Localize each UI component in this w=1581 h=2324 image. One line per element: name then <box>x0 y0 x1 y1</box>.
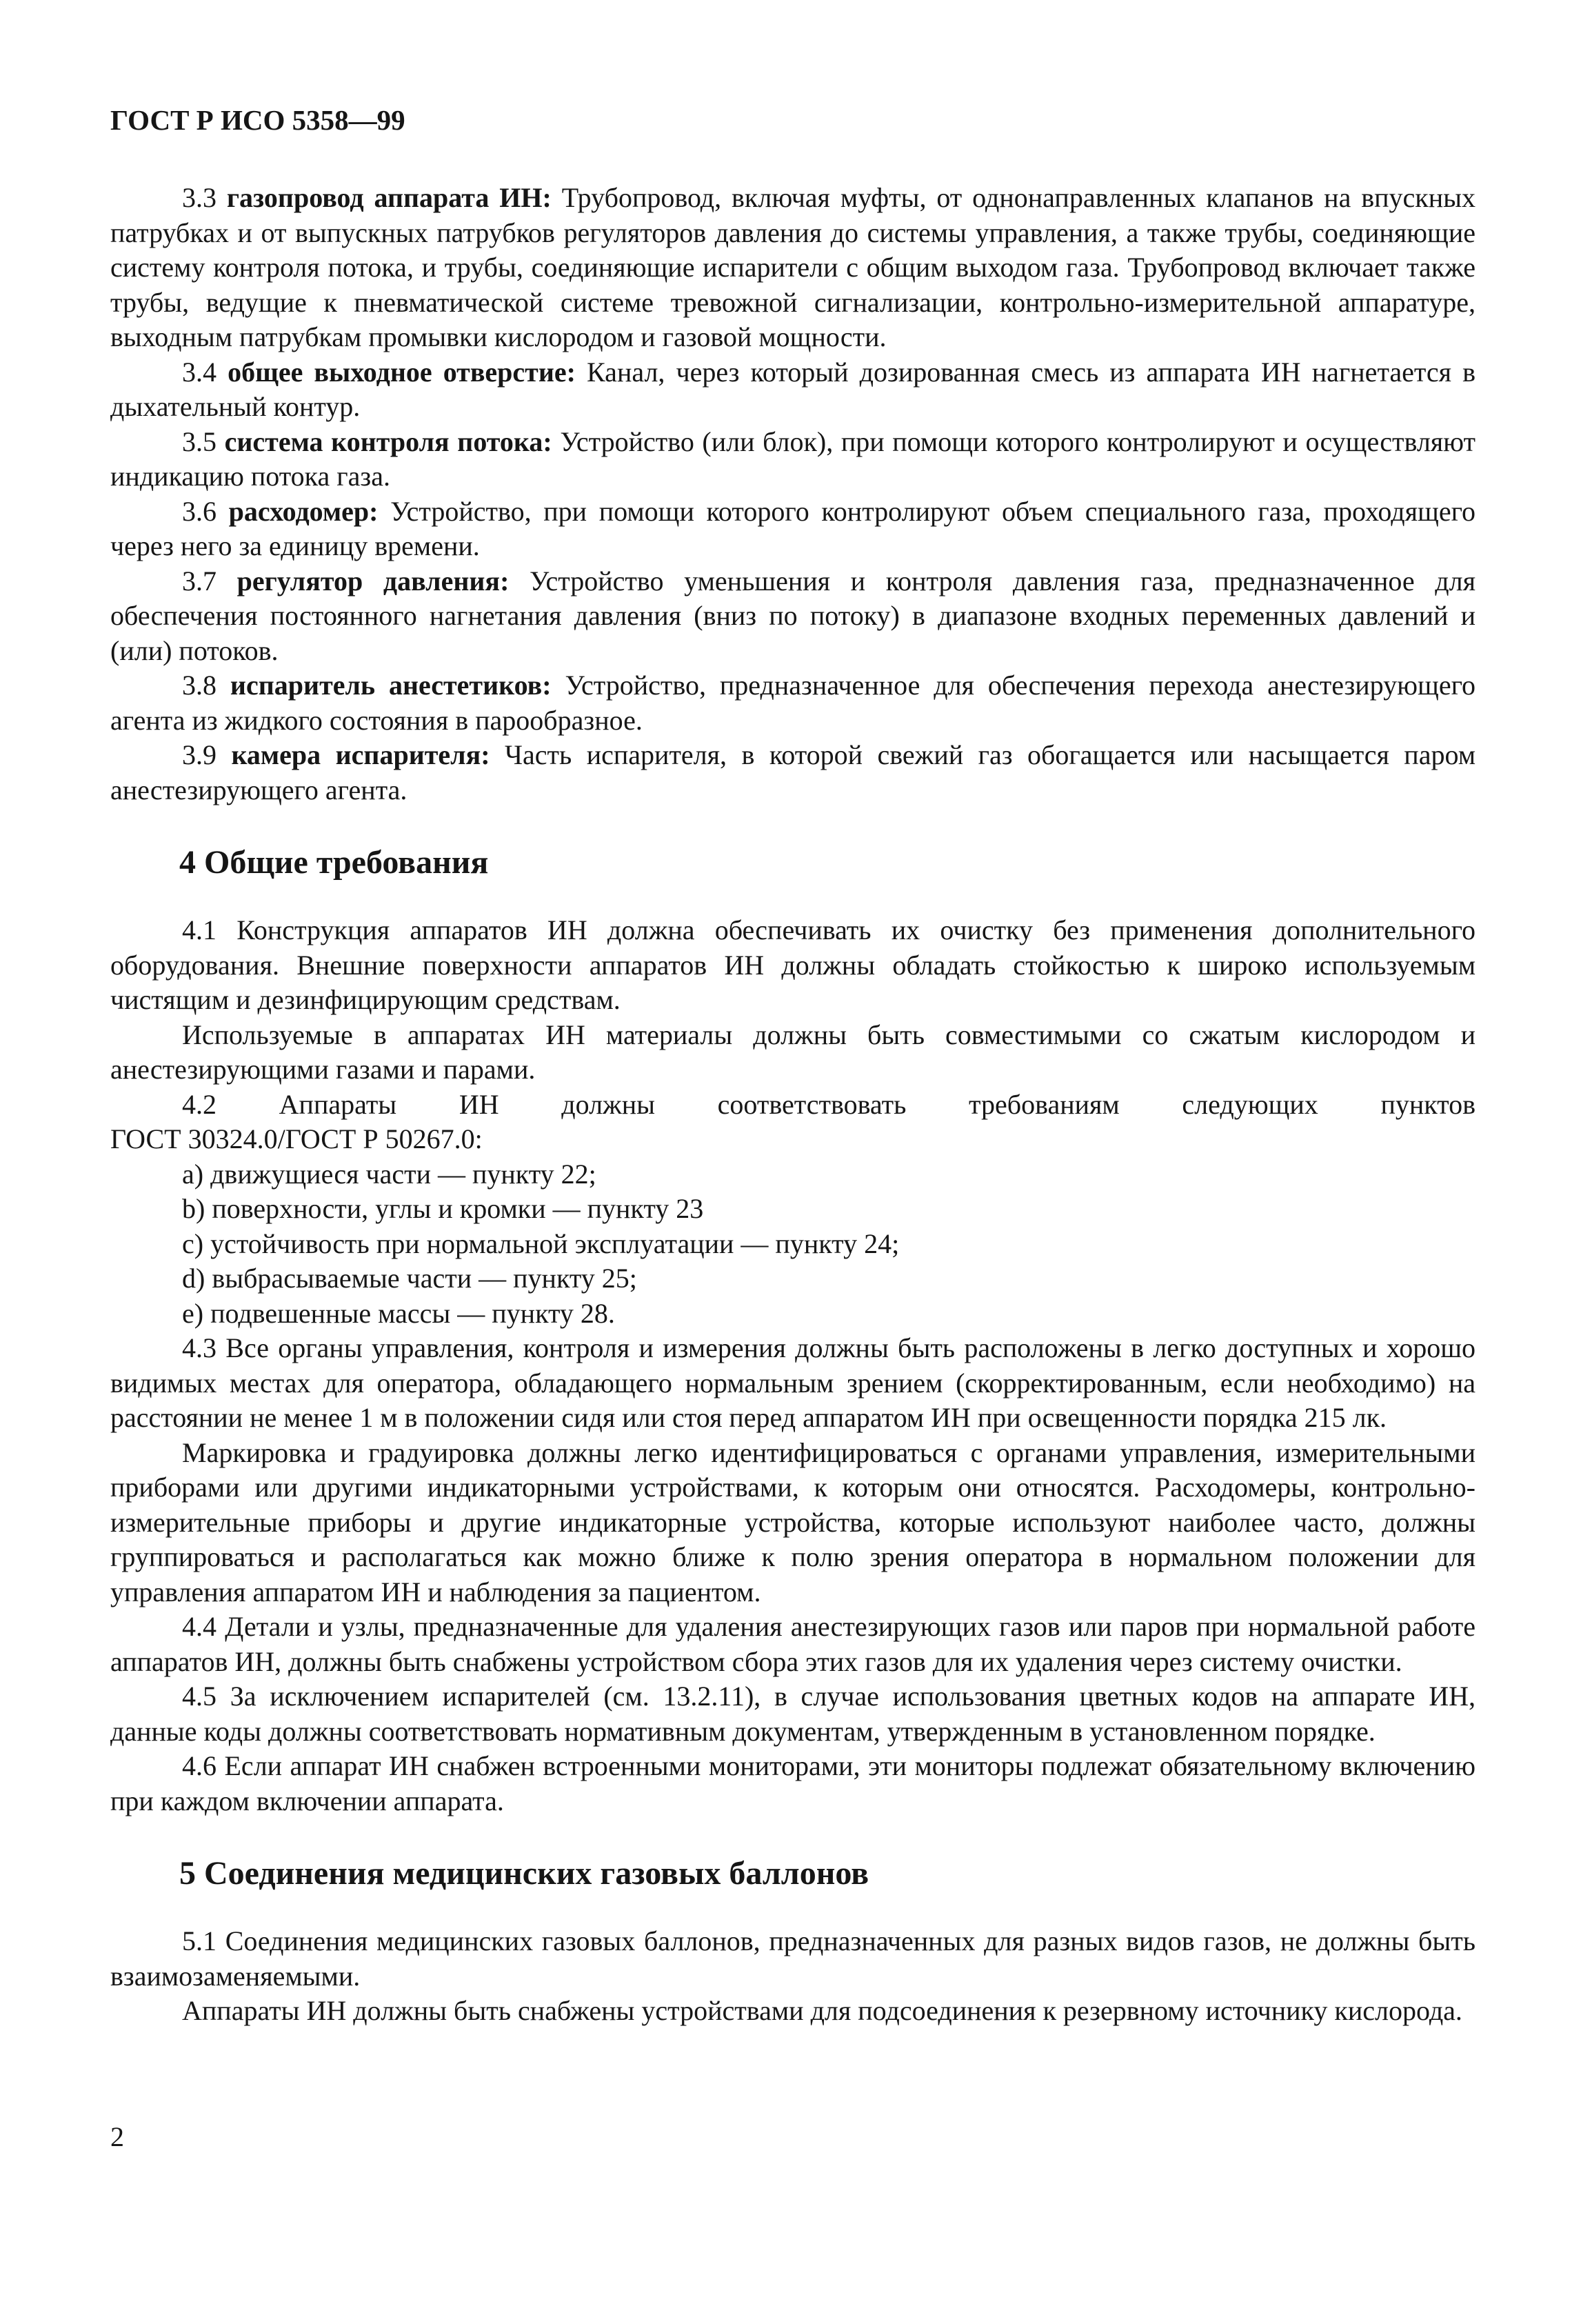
clause-number: 3.4 <box>182 356 216 388</box>
paragraph-5-1: 5.1 Соединения медицинских газовых баллонов, предназначенных для разных видов газов, не должны быть взаимозаменяемыми. <box>110 1925 1476 1992</box>
term: газопровод аппарата ИН: <box>226 182 552 213</box>
definition-3-9 <box>110 738 1476 808</box>
paragraph-4-4: 4.4 Детали и узлы, предназначенные для удаления анестезирующих газов или паров при нормальной работе аппаратов ИН, должны быть снабжены устройством сбора этих газов для их удаления через систему очистки. <box>110 1611 1476 1677</box>
clause-number: 3.5 <box>182 425 216 457</box>
paragraph-4-2-standard: ГОСТ 30324.0/ГОСТ Р 50267.0: <box>110 1123 483 1154</box>
paragraph-4-1: 4.1 Конструкция аппаратов ИН должна обеспечивать их очистку без применения дополнительного оборудования. Внешние поверхности аппаратов ИН должны обладать стойкостью к широко используемым чистящим и дезинфицирующим средствам. <box>110 914 1476 1015</box>
definition-3-3 <box>110 181 1476 355</box>
term: камера испарителя: <box>231 739 490 770</box>
term: испаритель анестетиков: <box>230 670 552 701</box>
list-item: b) поверхности, углы и кромки — пункту 23 <box>182 1193 704 1224</box>
page-number: 2 <box>110 2121 124 2152</box>
definition-text: Устройство уменьшения и контроля давления газа, предназначенное для обеспечения постоянного нагнетания давления (вниз по потоку) в диапазоне входных переменных давлений и (или) потоков. <box>110 565 1476 666</box>
definition-3-4 <box>110 355 1476 425</box>
clause-number: 3.3 <box>182 182 216 213</box>
requirements-list <box>110 1157 1476 1332</box>
clause-number: 3.7 <box>182 565 216 597</box>
term: регулятор давления: <box>236 565 510 597</box>
definition-3-7 <box>110 564 1476 669</box>
document-header: ГОСТ Р ИСО 5358—99 <box>110 104 405 136</box>
definition-text: Устройство (или блок), при помощи которого контролируют и осуществляют индикацию потока газа. <box>110 425 1476 492</box>
clause-number: 3.8 <box>182 670 216 701</box>
definition-text: Устройство, предназначенное для обеспечения перехода анестезирующего агента из жидкого состояния в парообразное. <box>110 670 1476 736</box>
definition-3-6 <box>110 494 1476 564</box>
term: система контроля потока: <box>224 425 552 457</box>
definitions-list <box>110 181 1476 808</box>
definition-text: Трубопровод, включая муфты, от однонаправленных клапанов на впускных патрубках и от выпускных патрубков регуляторов давления до системы управления, а также трубы, соединяющие систему контроля потока, и трубы, соединяющие испарители с общим выходом газа. Трубопровод включает также трубы, ведущие к пневматической системе тревожной сигнализации, контрольно-измерительной аппаратуре, выходным патрубкам промывки кислородом и газовой мощности. <box>110 182 1476 352</box>
definition-3-5 <box>110 425 1476 494</box>
paragraph-4-6: 4.6 Если аппарат ИН снабжен встроенными мониторами, эти мониторы подлежат обязательному включению при каждом включении аппарата. <box>110 1750 1476 1816</box>
document-page <box>110 103 1476 2029</box>
term: общее выходное отверстие: <box>228 356 576 388</box>
section-4-title: 4 Общие требования <box>179 844 489 881</box>
list-item: c) устойчивость при нормальной эксплуатации — пункту 24; <box>182 1228 900 1259</box>
clause-number: 3.6 <box>182 495 216 527</box>
paragraph-4-2: 4.2 Аппараты ИН должны соответствовать требованиям следующих пунктов <box>182 1088 1476 1120</box>
term: расходомер: <box>228 495 379 527</box>
paragraph-4-3: 4.3 Все органы управления, контроля и измерения должны быть расположены в легко доступных и хорошо видимых местах для оператора, обладающего нормальным зрением (скорректированным, если необходимо) на расстоянии не менее 1 м в положении сидя или стоя перед аппаратом ИН при освещенности порядка 215 лк. <box>110 1332 1476 1433</box>
list-item: e) подвешенные массы — пункту 28. <box>182 1297 615 1329</box>
paragraph-5-1-oxygen: Аппараты ИН должны быть снабжены устройствами для подсоединения к резервному источнику кислорода. <box>182 1995 1462 2026</box>
definition-text: Канал, через который дозированная смесь из аппарата ИН нагнетается в дыхательный контур. <box>110 356 1476 422</box>
section-5-title: 5 Соединения медицинских газовых баллонов <box>179 1855 869 1892</box>
list-item: a) движущиеся части — пункту 22; <box>182 1158 596 1190</box>
definition-text: Часть испарителя, в которой свежий газ обогащается или насыщается паром анестезирующего агента. <box>110 739 1476 805</box>
list-item: d) выбрасываемые части — пункту 25; <box>182 1263 637 1294</box>
paragraph-4-3-marking: Маркировка и градуировка должны легко идентифицироваться с органами управления, измерительными приборами или другими индикаторными устройствами, к которым они относятся. Расходомеры, контрольно-измерительные приборы и другие индикаторные устройства, которые используют наиболее часто, должны группироваться и располагаться как можно ближе к полю зрения оператора в нормальном положении для управления аппаратом ИН и наблюдения за пациентом. <box>110 1436 1476 1607</box>
paragraph-4-1-materials: Используемые в аппаратах ИН материалы должны быть совместимыми со сжатым кислородом и анестезирующими газами и парами. <box>110 1019 1476 1085</box>
definition-text: Устройство, при помощи которого контролируют объем специального газа, проходящего через него за единицу времени. <box>110 495 1476 561</box>
clause-number: 3.9 <box>182 739 216 770</box>
paragraph-4-5: 4.5 За исключением испарителей (см. 13.2.11), в случае использования цветных кодов на аппарате ИН, данные коды должны соответствовать нормативным документам, утвержденным в установленном порядке. <box>110 1681 1476 1747</box>
definition-3-8 <box>110 668 1476 738</box>
